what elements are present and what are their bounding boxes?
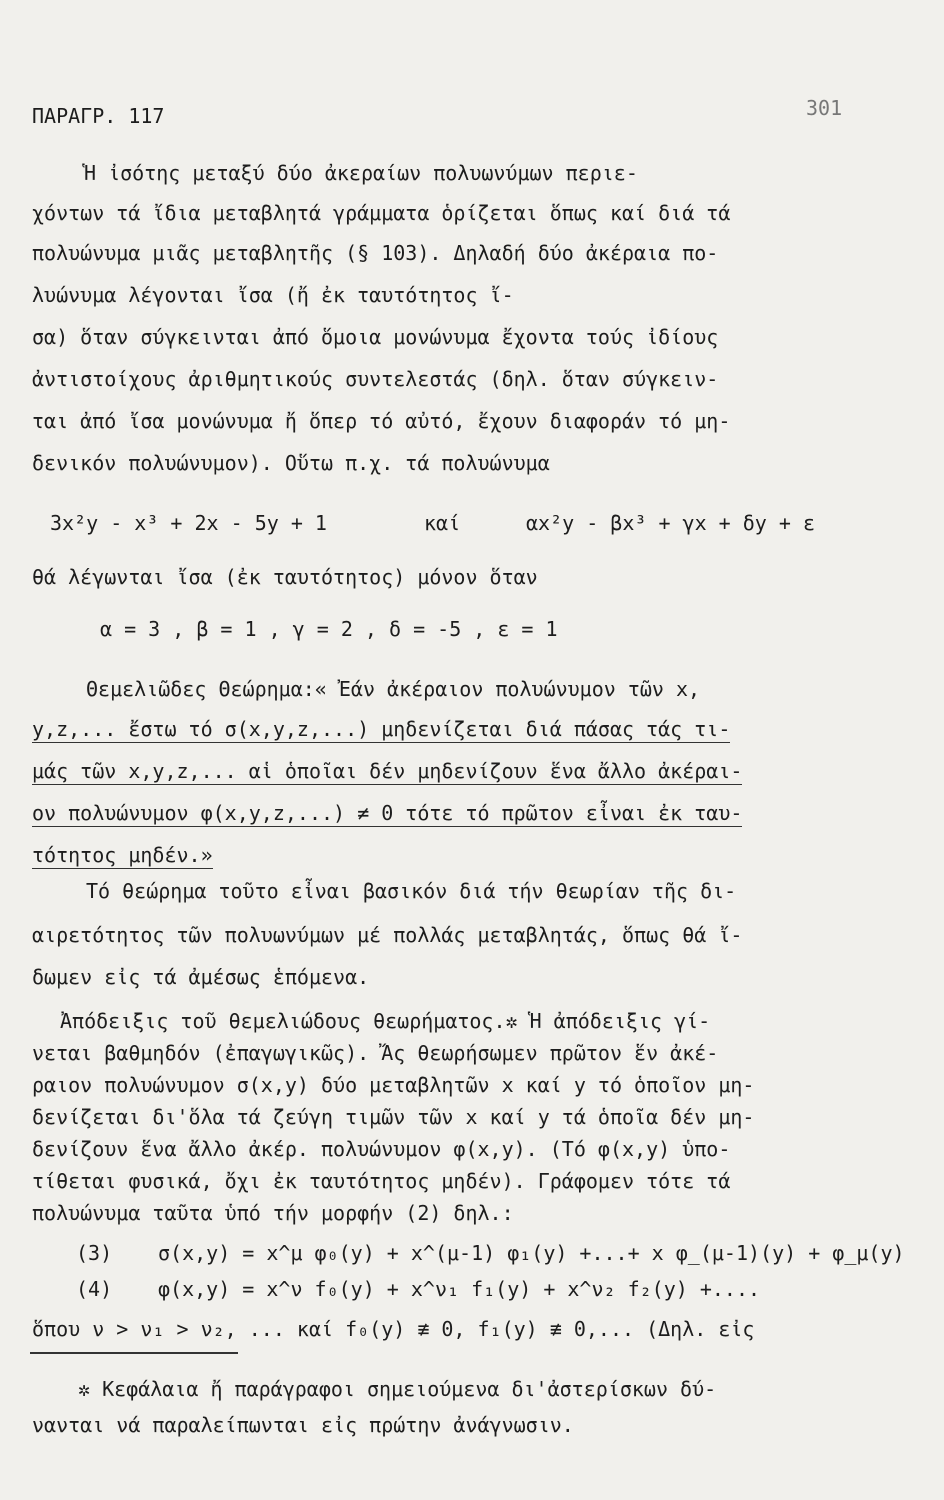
body-line: χόντων τά ἴδια μεταβλητά γράμματα ὁρίζεται ὅπως καί διά τά (32, 201, 731, 225)
theorem-line: ον πολυώνυμον φ(x,y,z,...) ≠ 0 τότε τό πρῶτον εἶναι ἐκ ταυ- (32, 801, 743, 825)
body-line: θά λέγωνται ἴσα (ἐκ ταυτότητος) μόνον ὅταν (32, 565, 538, 589)
footnote-line: νανται νά παραλείπωνται εἰς πρώτην ἀνάγνωσιν. (32, 1413, 574, 1437)
equation: σ(x,y) = x^μ φ₀(y) + x^(μ-1) φ₁(y) +...+ x φ_(μ-1)(y) + φ_μ(y) (158, 1241, 905, 1265)
body-line: πολυώνυμα μιᾶς μεταβλητῆς (§ 103). Δηλαδή δύο ἀκέραια πο- (32, 241, 719, 265)
theorem-line: τότητος μηδέν.» (32, 843, 213, 867)
example-polynomial-1: 3x²y - x³ + 2x - 5y + 1 (50, 511, 327, 535)
body-line: ἀντιστοίχους ἀριθμητικούς συντελεστάς (δηλ. ὅταν σύγκειν- (32, 367, 719, 391)
theorem-line: y,z,... ἔστω τό σ(x,y,z,...) μηδενίζεται διά πάσας τάς τι- (32, 717, 731, 741)
proof-line: δενίζεται δι'ὅλα τά ζεύγη τιμῶν τῶν x καί y τά ὁποῖα δέν μη- (32, 1105, 755, 1129)
body-line: λυώνυμα λέγονται ἴσα (ἤ ἐκ ταυτότητος ἴ- (32, 283, 514, 307)
proof-line: ραιον πολυώνυμον σ(x,y) δύο μεταβλητῶν x καί y τό ὁποῖον μη- (32, 1073, 755, 1097)
section-header: ΠΑΡΑΓΡ. 117 (32, 104, 165, 128)
example-conjunction: καί (424, 511, 461, 535)
theorem-line: μάς τῶν x,y,z,... αἱ ὁποῖαι δέν μηδενίζουν ἕνα ἄλλο ἀκέραι- (32, 759, 743, 783)
body-line: Τό θεώρημα τοῦτο εἶναι βασικόν διά τήν θεωρίαν τῆς δι- (86, 879, 737, 903)
equation-number: (3) (76, 1241, 113, 1265)
equation: φ(x,y) = x^ν f₀(y) + x^ν₁ f₁(y) + x^ν₂ f₂(y) +.... (158, 1277, 761, 1301)
example-polynomial-2: αx²y - βx³ + γx + δy + ε (526, 511, 815, 535)
proof-line: νεται βαθμηδόν (ἐπαγωγικῶς). Ἄς θεωρήσωμεν πρῶτον ἕν ἀκέ- (32, 1041, 719, 1065)
proof-line: Ἀπόδειξις τοῦ θεμελιώδους θεωρήματος.✲ Ἡ ἀπόδειξις γί- (60, 1009, 711, 1033)
proof-line: δενίζουν ἕνα ἄλλο ἀκέρ. πολυώνυμον φ(x,y). (Τό φ(x,y) ὑπο- (32, 1137, 731, 1161)
body-line: σα) ὅταν σύγκεινται ἀπό ὅμοια μονώνυμα ἔχοντα τούς ἰδίους (32, 325, 719, 349)
footnote-rule (30, 1352, 238, 1354)
footnote-line: ✲ Κεφάλαια ἤ παράγραφοι σημειούμενα δι'ἀστερίσκων δύ- (78, 1377, 717, 1401)
proof-line: πολυώνυμα ταῦτα ὑπό τήν μορφήν (2) δηλ.: (32, 1201, 514, 1225)
body-line: αιρετότητος τῶν πολυωνύμων μέ πολλάς μεταβλητάς, ὅπως θά ἴ- (32, 923, 743, 947)
theorem-line: Θεμελιῶδες Θεώρημα:« Ἐάν ἀκέραιον πολυώνυμον τῶν x, (86, 677, 701, 701)
equation-number: (4) (76, 1277, 113, 1301)
proof-line: τίθεται φυσικά, ὄχι ἐκ ταυτότητος μηδέν). Γράφομεν τότε τά (32, 1169, 731, 1193)
body-line: δωμεν εἰς τά ἀμέσως ἑπόμενα. (32, 965, 370, 989)
body-line: Ἡ ἰσότης μεταξύ δύο ἀκεραίων πολυωνύμων περιε- (84, 161, 638, 185)
page-number: 301 (806, 96, 843, 120)
body-line: δενικόν πολυώνυμον). Οὕτω π.χ. τά πολυώνυμα (32, 451, 550, 475)
coefficient-conditions: α = 3 , β = 1 , γ = 2 , δ = -5 , ε = 1 (100, 617, 558, 641)
body-line: ται ἀπό ἴσα μονώνυμα ἤ ὅπερ τό αὐτό, ἔχουν διαφοράν τό μη- (32, 409, 731, 433)
body-line: ὅπου ν > ν₁ > ν₂, ... καί f₀(y) ≢ 0, f₁(y) ≢ 0,... (Δηλ. εἰς (32, 1317, 755, 1341)
